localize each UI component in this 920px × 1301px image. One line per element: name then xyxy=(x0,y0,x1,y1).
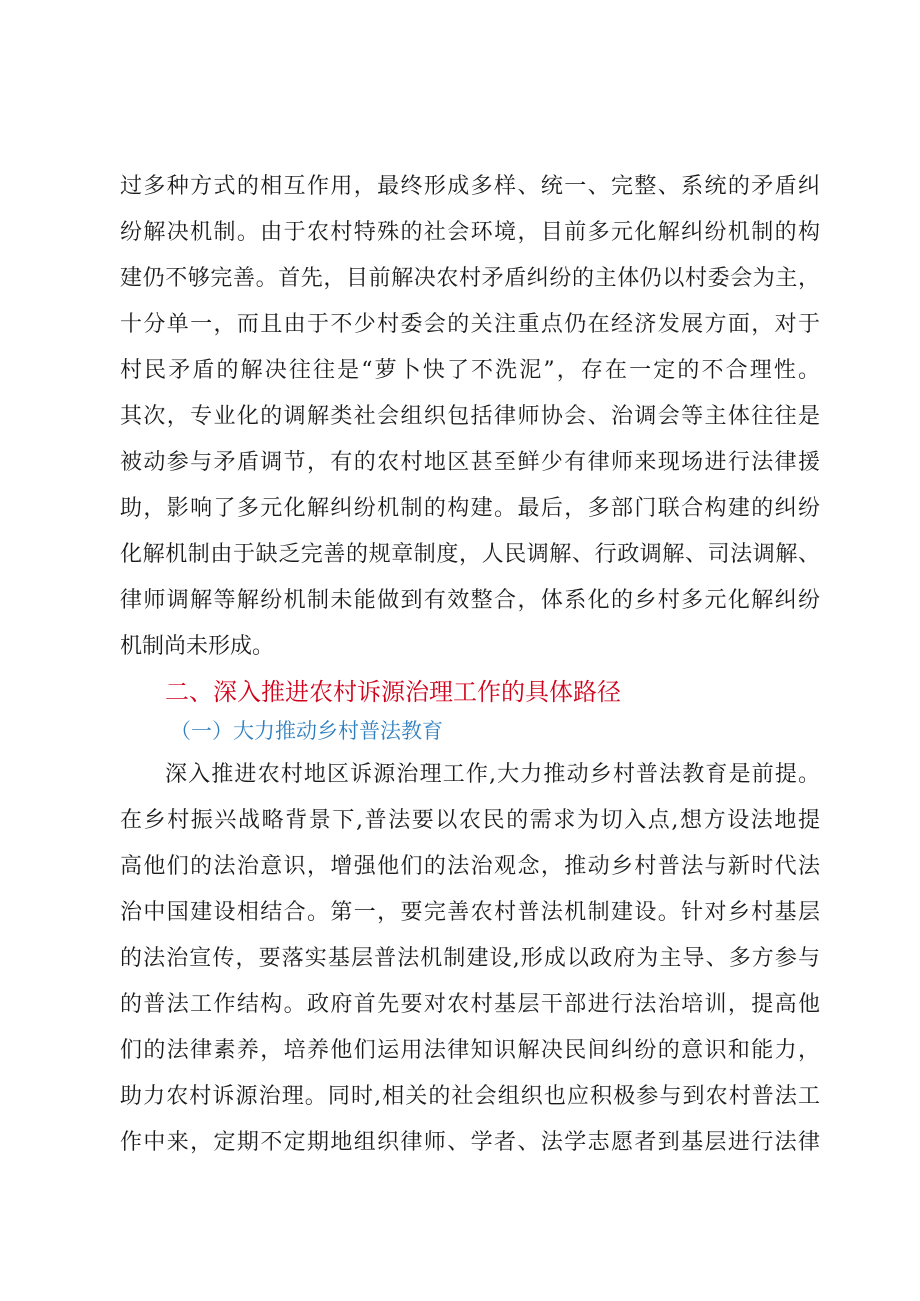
paragraph-line: 机制尚未形成。 xyxy=(120,634,275,659)
paragraph-line: 化解机制由于缺乏完善的规章制度，人民调解、行政调解、司法调解、 xyxy=(120,542,820,567)
paragraph-line: 深入推进农村地区诉源治理工作,大力推动乡村普法教育是前提。 xyxy=(165,762,820,787)
paragraph-line: 十分单一，而且由于不少村委会的关注重点仍在经济发展方面，对于 xyxy=(120,312,820,337)
paragraph-line: 其次，专业化的调解类社会组织包括律师协会、治调会等主体往往是 xyxy=(120,404,820,429)
paragraph-line: 高他们的法治意识，增强他们的法治观念，推动乡村普法与新时代法 xyxy=(120,854,820,879)
paragraph-line: 助，影响了多元化解纠纷机制的构建。最后，多部门联合构建的纠纷 xyxy=(120,496,820,521)
paragraph-line: 建仍不够完善。首先，目前解决农村矛盾纠纷的主体仍以村委会为主， xyxy=(120,266,820,291)
paragraph-line: 的普法工作结构。政府首先要对农村基层干部进行法治培训，提高他 xyxy=(120,992,820,1017)
paragraph-line: 村民矛盾的解决往往是“萝卜快了不洗泥”，存在一定的不合理性。 xyxy=(120,358,820,383)
subsection-heading: （一）大力推动乡村普法教育 xyxy=(170,719,443,743)
paragraph-line: 在乡村振兴战略背景下,普法要以农民的需求为切入点,想方设法地提 xyxy=(120,808,820,833)
paragraph-line: 的法治宣传，要落实基层普法机制建设,形成以政府为主导、多方参与 xyxy=(120,946,820,971)
paragraph-line: 过多种方式的相互作用，最终形成多样、统一、完整、系统的矛盾纠 xyxy=(120,174,820,199)
paragraph-line: 纷解决机制。由于农村特殊的社会环境，目前多元化解纠纷机制的构 xyxy=(120,220,820,245)
paragraph-line: 律师调解等解纷机制未能做到有效整合，体系化的乡村多元化解纠纷 xyxy=(120,588,820,613)
section-heading: 二、深入推进农村诉源治理工作的具体路径 xyxy=(165,678,621,706)
paragraph-line: 们的法律素养，培养他们运用法律知识解决民间纠纷的意识和能力， xyxy=(120,1038,820,1063)
paragraph-line: 被动参与矛盾调节，有的农村地区甚至鲜少有律师来现场进行法律援 xyxy=(120,450,820,475)
paragraph-line: 作中来，定期不定期地组织律师、学者、法学志愿者到基层进行法律 xyxy=(120,1130,820,1155)
paragraph-line: 治中国建设相结合。第一，要完善农村普法机制建设。针对乡村基层 xyxy=(120,900,820,925)
paragraph-line: 助力农村诉源治理。同时,相关的社会组织也应积极参与到农村普法工 xyxy=(120,1084,820,1109)
